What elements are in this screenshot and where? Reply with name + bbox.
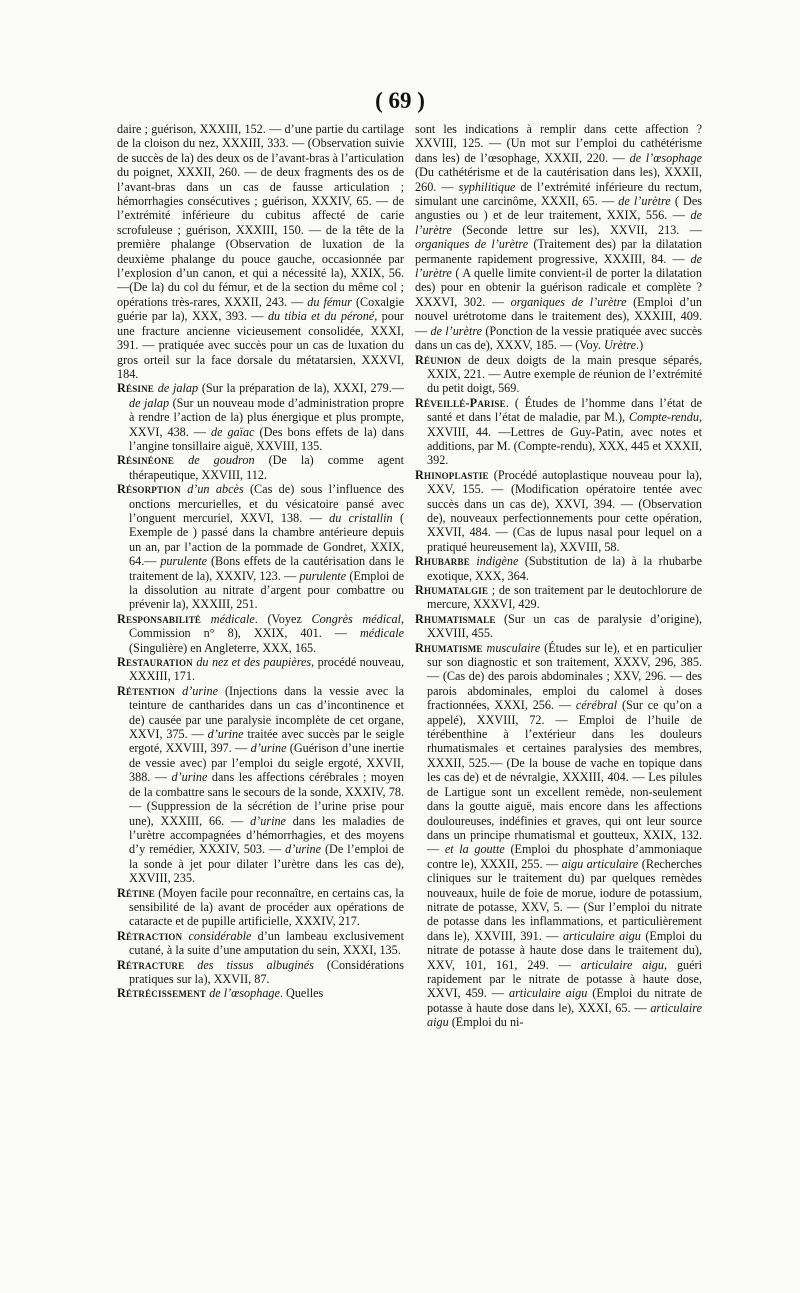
- index-entry: Résorption d’un abcès (Cas de) sous l’influence des onctions mercurielles, et du vésicatoire pansé avec l’onguent mercuriel, XXVI, 138. — du cristallin ( Exemple de ) passé dans la chambre antérieure depuis un an, par l’action de la pommade de Gondret, XXIX, 64.— purulente (Bons effets de la cautérisation dans le traitement de la), XXXIV, 123. — purulente (Emploi de la dissolution au nitrate d’argent pour combattre ou prévenir la), XXXIII, 251.: [117, 482, 404, 612]
- index-entry: Rétine (Moyen facile pour reconnaître, en certains cas, la sensibilité de la) avant de procéder aux opérations de cataracte et de pupille artificielle, XXXIV, 217.: [117, 885, 404, 929]
- page-number: ( 69 ): [375, 88, 425, 113]
- index-entry: Rhumatismale (Sur un cas de paralysie d’origine), XXVIII, 455.: [415, 611, 702, 641]
- index-entry: Résine de jalap (Sur la préparation de la), XXXI, 279.—de jalap (Sur un nouveau mode d’administration propre à rendre l’action de la) plus énergique et plus prompte, XXVI, 438. — de gaïac (Des bons effets de la) dans l’angine tonsillaire aiguë, XXVIII, 135.: [117, 381, 404, 453]
- index-entry: Responsabilité médicale. (Voyez Congrès médical, Commission n° 8), XXIX, 401. — médicale (Singulière) en Angleterre, XXX, 165.: [117, 611, 404, 655]
- index-entry: Rhumatalgie ; de son traitement par le deutochlorure de mercure, XXXVI, 429.: [415, 583, 702, 612]
- index-entry: Réveillé-Parise. ( Études de l’homme dans l’état de santé et dans l’état de maladie, par M.), Compte-rendu, XXVIII, 44. —Lettres de Guy-Patin, avec notes et additions, par M. (Compte-rendu), XXX, 445 et XXXII, 392.: [415, 395, 702, 468]
- index-continuation: daire ; guérison, XXXIII, 152. — d’une partie du cartilage de la cloison du nez, XXXIII, 333. — (Observation suivie de succès de la) des deux os de l’avant-bras à l’articulation du poignet, XXXII, 260. — de deux fragments des os de l’avant-bras dans un cas de fausse articulation ; hémorrhagies consécutives ; guérison, XXXIV, 65. — de l’extrémité inférieure du cubitus affecté de carie scrofuleuse ; guérison, XXXIII, 150. — de la tête de la première phalange (Observation de luxation de la deuxième phalange du pouce gauche, occasionnée par l’explosion d’un canon, et qui a nécessité la), XXIX, 56.—(De la) du col du fémur, et de la section du même col ; opérations très-rares, XXXII, 243. — du fémur (Coxalgie guérie par la), XXX, 393. — du tibia et du péroné, pour une fracture ancienne vicieusement consolidée, XXXI, 391. — pratiquée avec succès pour un cas de luxation du gros orteil sur la face dorsale du métatarsien, XXXVI, 184.: [117, 122, 404, 381]
- index-entry: Rétraction considérable d’un lambeau exclusivement cutané, à la suite d’une amputation du sein, XXXI, 135.: [117, 928, 404, 958]
- index-continuation: sont les indications à remplir dans cette affection ? XXVIII, 125. — (Un mot sur l’emploi du cathétérisme dans les) de l’œsophage, XXXII, 220. — de l’œsophage (Du cathétérisme et de la cautérisation dans les), XXXII, 260. — syphilitique de l’extrémité inférieure du rectum, simulant une carcinôme, XXXII, 65. — de l’urètre ( Des angusties ou ) et de leur traitement, XXIX, 556. — de l’urètre (Seconde lettre sur les), XXVII, 213. — organiques de l’urètre (Traitement des) par la dilatation permanente rapidement progressive, XXXIII, 84. — de l’urètre ( A quelle limite convient-il de porter la dilatation des) pour en obtenir la guérison radicale et complète ? XXXVI, 302. — organiques de l’urètre (Emploi d’un nouvel urétrotome dans le traitement des), XXXIII, 409. — de l’urètre (Ponction de la vessie pratiquée avec succès dans un cas de), XXXV, 185. — (Voy. Urètre.): [415, 122, 702, 353]
- index-entry: Rétrécissement de l’œsophage. Quelles: [117, 986, 324, 1001]
- index-entry: Rhinoplastie (Procédé autoplastique nouveau pour la), XXV, 155. — (Modification opératoire tentée avec succès dans un cas de), XXVI, 394. — (Observation de), nouveaux perfectionnements pour cette opération, XXVII, 484. — (Cas de lupus nasal pour lequel on a pratiqué heureusement la), XXVIII, 58.: [415, 467, 702, 554]
- index-entry: Rétention d’urine (Injections dans la vessie avec la teinture de cantharides dans un cas d’incontinence et de) causée par une paralysie incomplète de cet organe, XXVI, 375. — d’urine traitée avec succès par le seigle ergoté, XXVIII, 397. — d’urine (Guérison d’une inertie de vessie avec) par l’emploi du seigle ergoté, XXVII, 388. — d’urine dans les affections cérébrales ; moyen de la combattre sans le secours de la sonde, XXXIV, 78. — (Suppression de la sécrétion de l’urine prise pour une), XXXIII, 66. — d’urine dans les maladies de l’urètre accompagnées d’hémorrhagies, et des moyens d’y remédier, XXXIV, 503. — d’urine (De l’emploi de la sonde à jet pour dilater l’urètre dans les cas de), XXVIII, 235.: [117, 683, 404, 886]
- left-column: [117, 122, 404, 1242]
- index-entry: Rhubarbe indigène (Substitution de la) à la rhubarbe exotique, XXX, 364.: [415, 554, 702, 583]
- index-entry: Rhumatisme musculaire (Études sur le), et en particulier sur son diagnostic et son traitement, XXXV, 296, 385. — (Cas de) des parois abdominales ; XXV, 296. — des parois abdominales, emploi du calomel à doses fractionnées, XXXI, 256. — cérébral (Sur ce qu’on a appelé), XXVIII, 72. — Emploi de l’huile de térébenthine à l’extérieur dans les douleurs rhumatismales et certaines paralysies des membres, XXXII, 525.— (De la bouse de vache en topique dans les cas de) et de névralgie, XXXIII, 404. — Les pilules de Lartigue sont un excellent remède, non-seulement dans la goutte aiguë, mais encore dans les affections douloureuses, indéfinies et graves, qui ont leur source dans un principe rhumatismal et goutteux, XXIX, 132. — et la goutte (Emploi du phosphate d’ammoniaque contre le), XXXII, 255. — aigu articulaire (Recherches cliniques sur le traitement du) par quelques remèdes nouveaux, huile de foie de morue, iodure de potassium, nitrate de potasse, XXV, 5. — (Sur l’emploi du nitrate de potasse dans les inflammations, et particulièrement dans le), XXVIII, 391. — articulaire aigu (Emploi du nitrate de potasse à haute dose dans le traitement du), XXV, 101, 161, 249. — articulaire aigu, guéri rapidement par le nitrate de potasse à haute dose, XXVI, 459. — articulaire aigu (Emploi du nitrate de potasse à haute dose dans le), XXXI, 65. — articulaire aigu (Emploi du ni-: [415, 640, 702, 1030]
- right-column: [415, 122, 702, 1242]
- index-entry: Résinéone de goudron (De la) comme agent thérapeutique, XXVIII, 112.: [117, 453, 404, 482]
- index-entry: Réunion de deux doigts de la main presque séparés, XXIX, 221. — Autre exemple de réunion de l’extrémité du petit doigt, 569.: [415, 352, 702, 396]
- index-entry: Rétracture des tissus albuginés (Considérations pratiques sur la), XXVII, 87.: [117, 957, 404, 986]
- index-entry: Restauration du nez et des paupières, procédé nouveau, XXXIII, 171.: [117, 655, 404, 684]
